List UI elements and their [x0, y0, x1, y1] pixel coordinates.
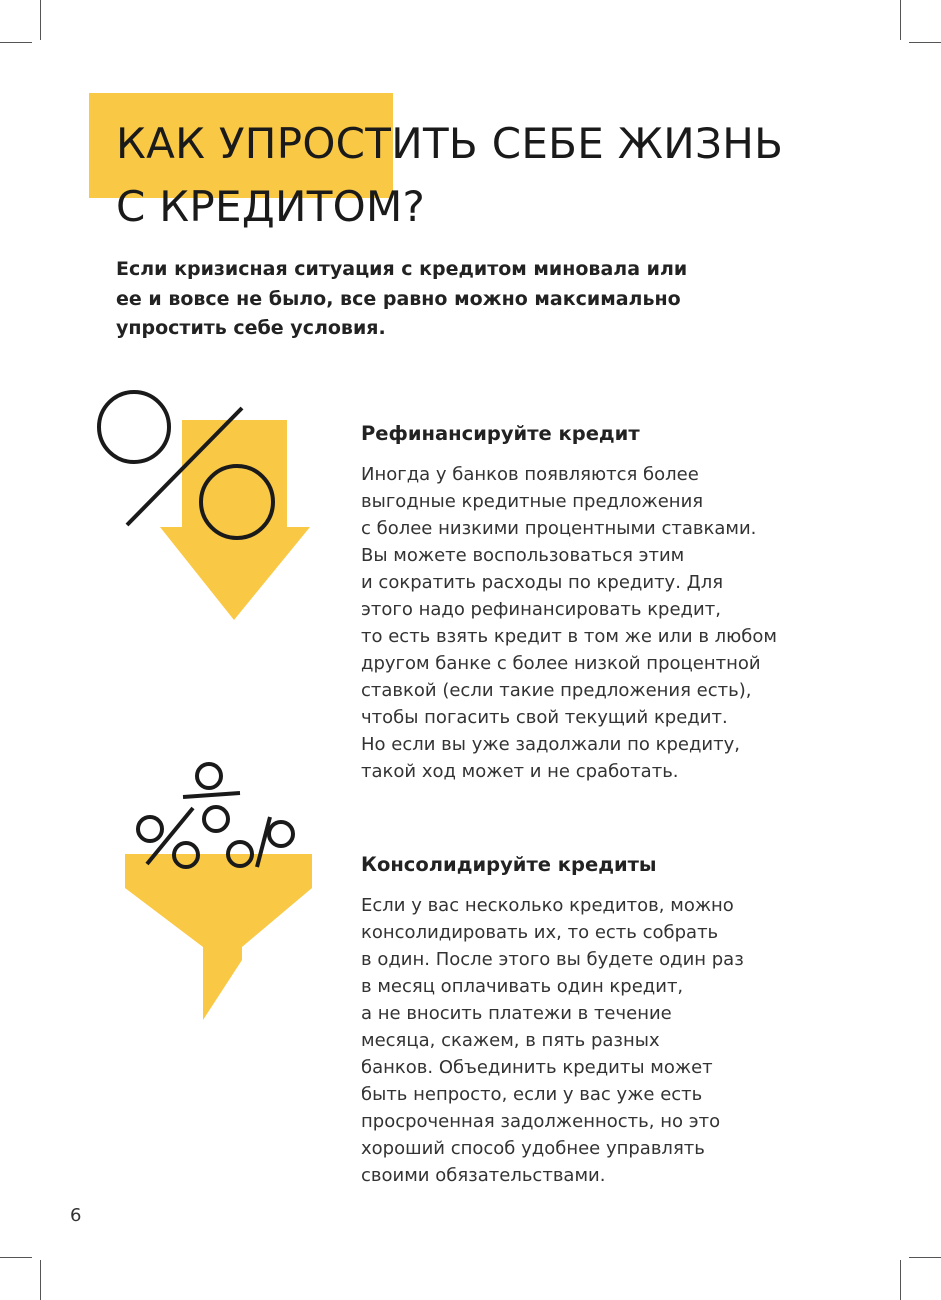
page-title: [116, 112, 783, 238]
crop-mark-bottom-left: [40, 1260, 41, 1300]
body-line: ставкой (если такие предложения есть),: [361, 680, 752, 701]
crop-mark-top-left: [0, 42, 32, 43]
intro-line: Если кризисная ситуация с кредитом миновала или: [116, 258, 688, 280]
crop-mark-top-right: [909, 42, 941, 43]
crop-mark-bottom-right: [900, 1260, 901, 1300]
body-line: быть непросто, если у вас уже есть: [361, 1084, 703, 1105]
crop-mark-top-left: [40, 0, 41, 40]
crop-mark-bottom-right: [909, 1257, 941, 1258]
body-line: этого надо рефинансировать кредит,: [361, 599, 721, 620]
crop-mark-bottom-left: [0, 1257, 32, 1258]
body-line: Если у вас несколько кредитов, можно: [361, 895, 734, 916]
body-line: выгодные кредитные предложения: [361, 491, 704, 512]
section-body-refinance: [361, 461, 777, 785]
body-line: своими обязательствами.: [361, 1165, 606, 1186]
body-line: такой ход может и не сработать.: [361, 761, 679, 782]
percent-funnel-icon: [125, 755, 315, 1025]
crop-mark-top-right: [900, 0, 901, 40]
section-body-consolidate: [361, 892, 744, 1189]
page-title-line: С КРЕДИТОМ?: [116, 182, 426, 231]
page-title-line: КАК УПРОСТИТЬ СЕБЕ ЖИЗНЬ: [116, 119, 784, 168]
body-line: просроченная задолженность, но это: [361, 1111, 721, 1132]
page-number: 6: [70, 1205, 82, 1226]
body-line: в месяц оплачивать один кредит,: [361, 976, 684, 997]
body-line: Иногда у банков появляются более: [361, 464, 699, 485]
body-line: консолидировать их, то есть собрать: [361, 922, 719, 943]
intro-paragraph: [116, 255, 756, 344]
body-line: то есть взять кредит в том же или в любом: [361, 626, 777, 647]
body-line: месяца, скажем, в пять разных: [361, 1030, 660, 1051]
intro-line: ее и вовсе не было, все равно можно максимально: [116, 287, 681, 310]
percent-down-arrow-icon: [92, 385, 312, 625]
body-line: банков. Объединить кредиты может: [361, 1057, 713, 1078]
body-line: с более низкими процентными ставками.: [361, 518, 757, 539]
section-title-refinance: Рефинансируйте кредит: [361, 422, 640, 445]
body-line: Вы можете воспользоваться этим: [361, 545, 685, 566]
body-line: чтобы погасить свой текущий кредит.: [361, 707, 728, 728]
body-line: в один. После этого вы будете один раз: [361, 949, 744, 970]
body-line: Но если вы уже задолжали по кредиту,: [361, 734, 740, 755]
section-title-consolidate: Консолидируйте кредиты: [361, 853, 657, 876]
body-line: хороший способ удобнее управлять: [361, 1138, 705, 1159]
body-line: а не вносить платежи в течение: [361, 1003, 672, 1024]
body-line: и сократить расходы по кредиту. Для: [361, 572, 724, 593]
intro-line: упростить себе условия.: [116, 317, 386, 339]
body-line: другом банке с более низкой процентной: [361, 653, 761, 674]
